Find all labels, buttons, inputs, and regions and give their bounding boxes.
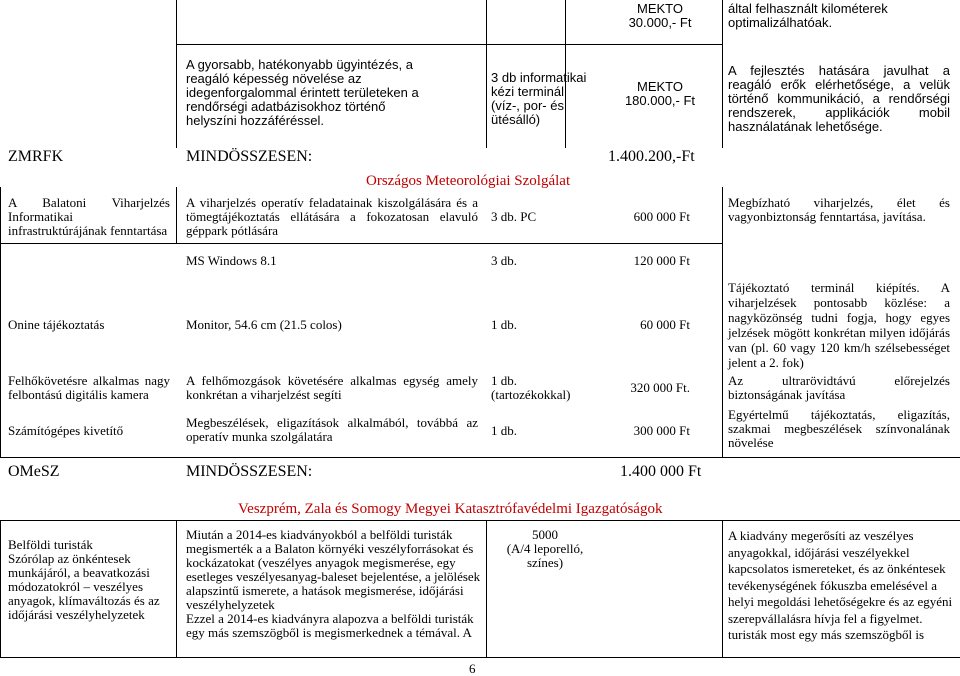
omesz-total-amount: 1.400 000 Ft <box>620 463 702 480</box>
omesz-total-label: MINDÖSSZESEN: <box>186 463 313 480</box>
omsz-row3-qty: 1 db. <box>491 317 517 332</box>
omsz-row1-cost: 600 000 Ft <box>633 209 690 224</box>
page-number: 6 <box>469 661 476 676</box>
omsz-row4-cost: 320 000 Ft. <box>630 380 690 395</box>
omsz-row3-cost: 60 000 Ft <box>640 317 690 332</box>
omsz-row5-desc: Megbeszélések, eligazítások alkalmából, továbbá az operatív munka szolgálatára <box>186 415 478 444</box>
terminal-result: A fejlesztés hatására javulhat a reagáló erők elérhetősége, a velük történő kommunikáció, a rendőrségi rendszerek, applikációk mobil használatának lehetősége. <box>728 63 950 134</box>
katasztrofa-desc: Miután a 2014-es kiadványokból a belföldi turisták megismerték a a Balaton környéki veszélyforrásokat és kockázatokat (veszélyes anyagok megismerése, egy esetleges veszélyesanyag-baleset bejelentése, a jelölések alapszintű ismerete, a hatások megismerése, időjárási veszélyhelyzetek Ezzel a 2014-es kiadványra alapozva a belföldi turisták egy más szemszögből is megismerkednek a témával. A <box>186 527 481 640</box>
omsz-row4-desc: A felhőmozgások követésére alkalmas egység amely konkrétan a viharjelzést segíti <box>186 373 478 402</box>
katasztrofa-result: A kiadvány megerősíti az veszélyes anyagokkal, időjárási veszélyekkel kapcsolatos ismereteket, és az önkéntesek tevékenységének fókuszba emelésével a helyi megoldási lehetőségekre és az egyéni szerepvállalásra hívja fel a figyelmet. turisták most egy más szemszögből is <box>728 528 953 642</box>
column-divider <box>722 520 723 657</box>
column-divider <box>722 187 723 457</box>
column-divider <box>176 187 177 243</box>
omsz-row5-qty: 1 db. <box>491 423 517 438</box>
omsz-row2-qty: 3 db. <box>491 253 517 268</box>
katasztrofa-goal: Belföldi turisták Szórólap az önkéntesek munkájáról, a beavatkozási módozatokról – veszélyes anyagok, klímaváltozás és az időjárási veszélyhelyzetek <box>8 537 160 622</box>
column-divider <box>0 187 1 457</box>
omsz-row1-result: Megbízható viharjelzés, élet és vagyonbiztonság fenntartása, javítása. <box>728 195 950 224</box>
column-divider <box>0 520 1 657</box>
terminal-cost: MEKTO 180.000,- Ft <box>624 79 696 108</box>
top-result: által felhasznált kilométerek optimalizálhatóak. <box>728 1 888 30</box>
zmrfk-total-amount: 1.400.200,-Ft <box>608 148 695 165</box>
omsz-row4-result: Az ultrarövidtávú előrejelzés biztonságának javítása <box>728 373 950 402</box>
row-divider <box>176 44 722 45</box>
column-divider <box>486 520 487 657</box>
omsz-row3-desc: Monitor, 54.6 cm (21.5 colos) <box>186 317 342 332</box>
top-cost: MEKTO 30.000,- Ft <box>628 1 692 30</box>
column-divider <box>176 0 177 148</box>
terminal-item: 3 db informatikai kézi terminál (víz-, por- és ütésálló) <box>491 70 587 127</box>
omsz-row1-qty: 3 db. PC <box>491 209 537 224</box>
omsz-row5-goal: Számítógépes kivetítő <box>8 423 124 438</box>
omsz-row2-cost: 120 000 Ft <box>633 253 690 268</box>
katasztrofa-heading: Veszprém, Zala és Somogy Megyei Katasztrófavédelmi Igazgatóságok <box>238 501 663 517</box>
omsz-row4-goal: Felhőkövetésre alkalmas nagy felbontású digitális kamera <box>8 373 170 402</box>
row-divider <box>0 657 960 658</box>
zmrfk-org: ZMRFK <box>8 148 64 165</box>
omsz-row5-result: Egyértelmű tájékoztatás, eligazítás, szakmai megbeszélések színvonalának növelése <box>728 407 950 450</box>
omsz-row2-desc: MS Windows 8.1 <box>186 253 277 268</box>
zmrfk-total-label: MINDÖSSZESEN: <box>186 148 313 165</box>
omesz-org: OMeSZ <box>8 463 60 480</box>
omsz-row1-goal: A Balatoni Viharjelzés Informatikai infrastruktúrájának fenntartása <box>8 195 170 238</box>
omsz-row1-desc: A viharjelzés operatív feladatainak kiszolgálására és a tömegtájékoztatás ellátására a fokozatosan elavuló géppark pótlására <box>186 195 478 238</box>
column-divider <box>486 0 487 148</box>
omsz-row3-goal: Onine tájékoztatás <box>8 317 105 332</box>
column-divider <box>722 0 723 148</box>
row-divider <box>0 457 960 458</box>
row-divider <box>0 520 960 521</box>
omsz-heading: Országos Meteorológiai Szolgálat <box>366 173 571 189</box>
omsz-row5-cost: 300 000 Ft <box>633 423 690 438</box>
column-divider <box>176 520 177 657</box>
omsz-row4-qty: 1 db. (tartozékokkal) <box>491 373 571 402</box>
katasztrofa-qty: 5000 (A/4 leporelló, színes) <box>506 527 584 570</box>
terminal-benefit: A gyorsabb, hatékonyabb ügyintézés, a reagáló képesség növelése az idegenforgalommal érintett területeken a rendőrségi adatbázisokhoz történő helyszíni hozzáféréssel. <box>186 57 419 128</box>
row-divider <box>0 243 722 244</box>
omsz-row3-result: Tájékoztató terminál kiépítés. A viharjelzések pontosabb közlése: a nagyközönség tudni fogja, hogy egyes jelzések mögött konkrétan milyen időjárás van (pl. 60 vagy 120 km/h szélsebességet jelent a 2. fok) <box>728 280 950 370</box>
